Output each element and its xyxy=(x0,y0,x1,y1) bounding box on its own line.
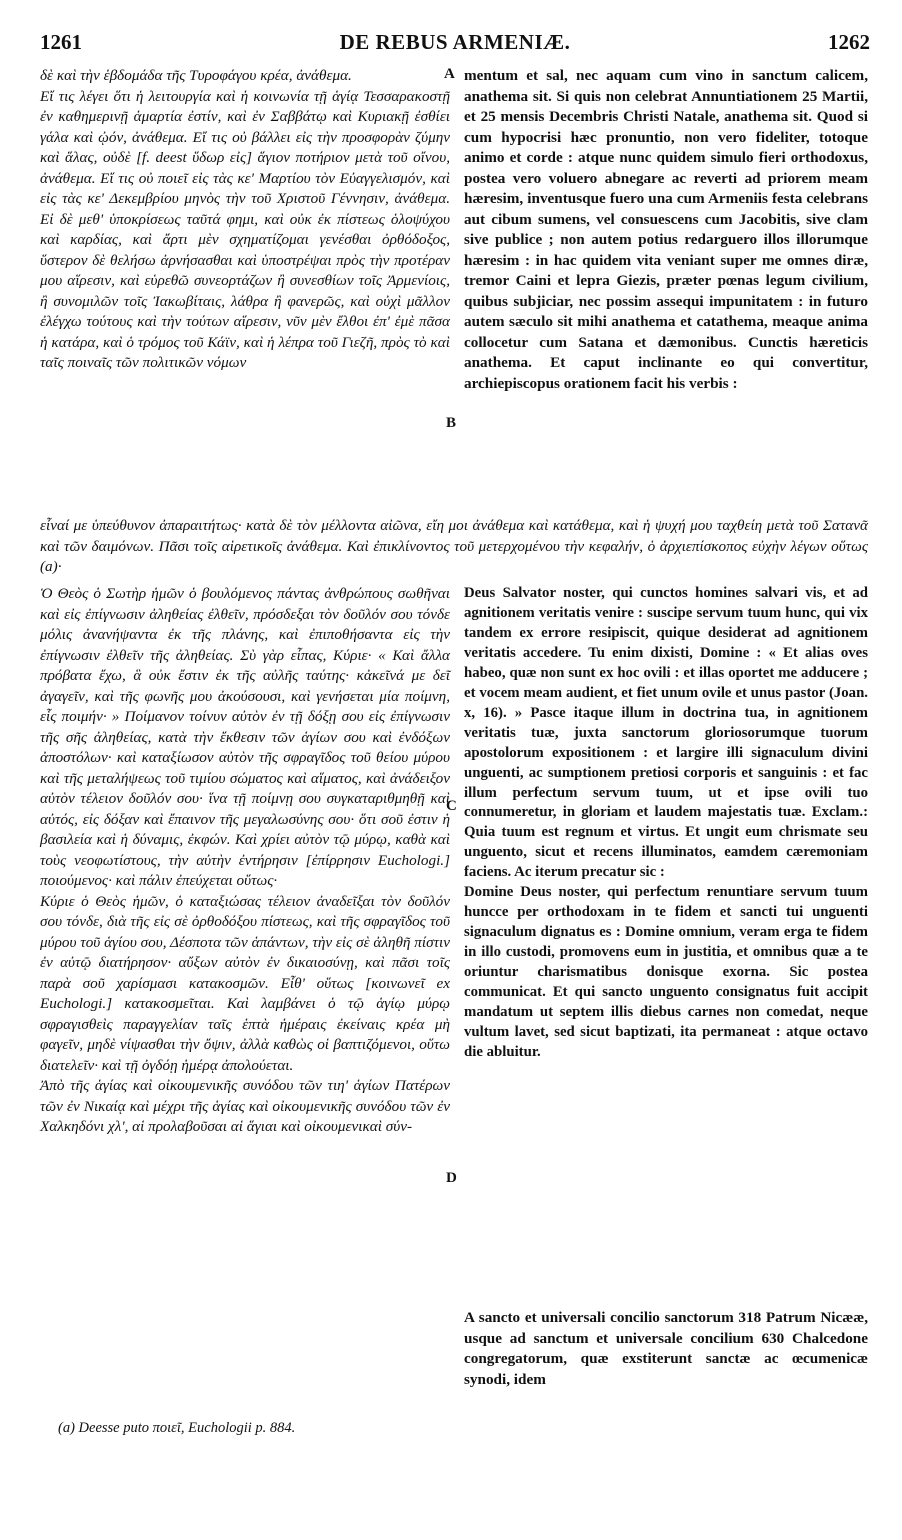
greek-column-upper: δὲ καὶ τὴν ἑβδομάδα τῆς Τυροφάγου κρέα, ἀνάθεμα. Εἴ τις λέγει ὅτι ἡ λειτουργία καὶ ἡ κοινωνία τῇ ἁγίᾳ Τεσσαρακοστῇ ἐν καθημερινῇ ἁμαρτία ἐστίν, καὶ ἐν Σαββάτῳ καὶ Κυριακῇ ἐσθίει γάλα καὶ ᾠόν, ἀνάθεμα. Εἴ τις οὐ βάλλει εἰς τὴν προσφορὰν ζύμην καὶ ἅλας, οὐδὲ [f. deest ὕδωρ εἰς] ἅγιον ποτήριον μετὰ τοῦ οἴνου, ἀνάθεμα. Εἴ τις οὐ ποιεῖ εἰς τὰς κε' Μαρτίου τὸν Εὐαγγελισμόν, καὶ εἰς τὰς κε' Δεκεμβρίου μηνὸς τὴν τοῦ Χριστοῦ Γέννησιν, ἀνάθεμα. Εἰ δὲ μεθ' ὑποκρίσεως ταῦτά φημι, καὶ οὐκ ἐκ πίστεως ὁλοψύχου καὶ καρδίας, καὶ ἄρτι μὲν σχηματίζομαι γενέσθαι ὀρθόδοξος, ὕστερον δὲ θελήσω ἀρνήσασθαι καὶ ὑποστρέψαι πρὸς τὴν προτέραν μου αἵρεσιν, καὶ εὑρεθῶ συνεορτάζων ἢ συνεσθίων τοῖς Ἀρμενίοις, ἢ συνομιλῶν τοῖς Ἰακωβίταις, λάθρα ἢ φανερῶς, καὶ οὐχὶ μᾶλλον ἐλέγχω τούτους καὶ τὴν τούτων αἵρεσιν, νῦν μὲν ἔλθοι ἐπ' ἐμὲ πᾶσα ἡ κατάρα, καὶ ὁ τρόμος τοῦ Κάϊν, καὶ ἡ λέπρα τοῦ Γιεζῆ, πρὸς τὸ καὶ ταῖς ποιναῖς τῶν πολιτικῶν νόμων xyxy=(40,67,450,371)
section-marker-c: C xyxy=(446,798,457,814)
latin-column-final: A sancto et universali concilio sanctorum 318 Patrum Nicææ, usque ad sanctum et universale concilium 630 Chalcedone congregatorum, quæ exstiterunt sanctæ ac œcumenicæ synodi, idem xyxy=(464,1309,868,1388)
section-marker-d: D xyxy=(446,1170,457,1186)
running-title: DE REBUS ARMENIÆ. xyxy=(339,30,571,54)
left-page-number: 1261 xyxy=(40,30,82,54)
latin-column-upper: mentum et sal, nec aquam cum vino in sanctum calicem, anathema sit. Si quis non celebrat Annuntiationem 25 Martii, et 25 mensis Decembris Christi Natale, anathema sit. Quod si cum hypocrisi hæc pronuntio, non vero fideliter, totoque animo et corde : atque nunc quidem simulo fieri orthodoxus, postea vero voluero abnegare ac reverti ad priorem meam hæresim, inventusque fuero una cum Armeniis festa celebrans aut cibum sumens, vel consuescens cum Jacobitis, sive clam sive publice ; non autem potius redarguero illos illorumque hæresim : in hac quidem vita veniant super me omnes diræ, tremor Caini et lepra Giezis, præter pœnas legum civilium, quibus subjiciar, nec possim assequi impunitatem : in futuro autem sæculo sit mihi anathema et catathema, meaque anima collocetur cum Satana et dæmonibus. Cunctis hæreticis anathema. Et caput inclinante eo qui convertitur, archiepiscopus orationem facit his verbis : xyxy=(464,67,868,392)
latin-column-lower: Deus Salvator noster, qui cunctos homines salvari vis, et ad agnitionem veritatis venire : suscipe servum tuum hunc, qui vix tandem ex errore resipiscit, quique desiderat ad agnitionem veritatis accedere. Tu enim dixisti, Domine : « Et alias oves habeo, quæ non sunt ex hoc ovili : et illas oportet me adducere ; et vocem meam audient, et fiet unum ovile et unus pastor (Joan. x, 16). » Pasce itaque illum in doctrina tua, in agnitionem veritatis tuæ, juxta sanctorum gloriosorumque tuorum apostolorum expositionem : et largire illi signaculum divini unguenti, ac sumptionem pretiosi corporis et sanguinis : et fac illum perfectum servum tuum, ut et ipse ovili tuo connumeretur, in gloriam et laudem majestatis tuæ. Exclam.: Quia tuum est regnum et virtus. Et ungit eum chrismate seu unguento, sicut et recens illuminatos, eamdem cæremoniam faciens. Ac iterum precatur sic : Domine Deus noster, qui perfectum renuntiare servum tuum huncce per orthodoxam in te fidem et sancti tui unguenti signaculum dignatus es : Domine omnium, veram erga te fidem in illo custodi, promovens eum in justitia, et omnibus quæ a te oriuntur charismatibus donisque exorna. Sic postea communicat. Et qui sancto unguento consignatus fuit accipit mandatum ut septem illis diebus carnes non comedat, neque vultum lavet, sed sicut baptizati, ita permaneat : atque octavo die abluitur. xyxy=(464,585,868,1060)
section-marker-b: B xyxy=(446,415,457,431)
right-page-number: 1262 xyxy=(828,30,870,54)
footnote: (a) Deesse puto ποιεῖ, Euchologii p. 884. xyxy=(58,1420,296,1436)
section-marker-a: A xyxy=(444,66,455,82)
greek-column-lower: Ὁ Θεὸς ὁ Σωτὴρ ἡμῶν ὁ βουλόμενος πάντας ἀνθρώπους σωθῆναι καὶ εἰς ἐπίγνωσιν ἀληθείας ἐλθεῖν, πρόσδεξαι τὸν δοῦλόν σου τόνδε μόλις ἀνανήψαντα ἐκ τῆς πλάνης, καὶ ἐπιποθήσαντα εἰς τὴν ἐπίγνωσιν ἐλθεῖν τῆς ἀληθείας. Σὺ γὰρ εἶπας, Κύριε· « Καὶ ἄλλα πρόβατα ἔχω, ἃ οὐκ ἔστιν ἐκ τῆς αὐλῆς ταύτης· κἀκεῖνά με δεῖ ἀγαγεῖν, καὶ τῆς φωνῆς μου ἀκούσουσι, καὶ γενήσεται μία ποίμνη, εἷς ποιμήν· » Ποίμανον τοίνυν αὐτὸν ἐν τῇ δόξῃ σου εἰς ἐπίγνωσιν τῆς σῆς ἀληθείας, κατὰ τὴν ἔκθεσιν τῶν ἁγίων σου καὶ ἐνδόξων ἀποστόλων· καὶ καταξίωσον αὐτὸν τῆς σφραγῖδος τοῦ θείου μύρου καὶ τῆς μεταλήψεως τοῦ τιμίου σώματος καὶ αἵματος, καὶ ἀνάδειξον αὐτὸν τέλειον δοῦλόν σου· ἵνα τῇ ποίμνῃ σου συγκαταριθμηθῇ καὶ αὐτός, εἰς δόξαν καὶ ἔπαινον τῆς μεγαλωσύνης σου· ὅτι σοῦ ἐστιν ἡ βασιλεία καὶ ἡ δύναμις, ἐκφών. Καὶ χρίει αὐτὸν τῷ μύρῳ, καθὰ καὶ τοὺς νεοφωτίστους, τὴν αὐτὴν ἐντήρησιν [ἐπίρρησιν Euchologi.] ποιούμενος· καὶ πάλιν ἐπεύχεται οὕτως· Κύριε ὁ Θεὸς ἡμῶν, ὁ καταξιώσας τέλειον ἀναδεῖξαι τὸν δοῦλόν σου τόνδε, διὰ τῆς εἰς σὲ ὀρθοδόξου πίστεως, καὶ τῆς σφραγῖδος τοῦ μύρου τοῦ ἁγίου σου, Δέσποτα τῶν ἁπάντων, τὴν εἰς σὲ ἀληθῆ πίστιν ἐν αὐτῷ διατήρησον· αὔξων αὐτὸν ἐν δικαιοσύνῃ, καὶ πᾶσι τοῖς παρὰ σοῦ χαρίσμασι κατακοσμῶν. Εἶθ' οὕτως [κοινωνεῖ ex Euchologi.] κατακοσμεῖται. Καὶ λαμβάνει ὁ τῷ ἁγίῳ μύρῳ σφραγισθεὶς παραγγελίαν ταῖς ἑπτὰ ἡμέραις ἐκείναις κρέα μὴ φαγεῖν, μηδὲ νίψασθαι τὴν ὄψιν, ἀλλὰ καθὼς οἱ βαπτιζόμενοι, οὕτω διατελεῖν· καὶ τῇ ὀγδόῃ ἡμέρᾳ ἀπολούεται. Ἀπὸ τῆς ἁγίας καὶ οἰκουμενικῆς συνόδου τῶν τιη' ἁγίων Πατέρων τῶν ἐν Νικαίᾳ καὶ μέχρι τῆς ἁγίας καὶ οἰκουμενικῆς συνόδου τῶν ἐν Χαλκηδόνι χλ', αἱ προλαβοῦσαι αἱ ἅγιαι καὶ οἰκουμενικαὶ σύν- xyxy=(40,585,450,1135)
page-header xyxy=(40,30,870,60)
greek-full-width-passage: εἶναί με ὑπεύθυνον ἀπαραιτήτως· κατὰ δὲ τὸν μέλλοντα αἰῶνα, εἴη μοι ἀνάθεμα καὶ κατάθεμα, καὶ ἡ ψυχή μου ταχθείη μετὰ τοῦ Σατανᾶ καὶ τῶν δαιμόνων. Πᾶσι τοῖς αἱρετικοῖς ἀνάθεμα. Καὶ ἐπικλίνοντος τοῦ μετερχομένου τὴν κεφαλήν, ὁ ἀρχιεπίσκοπος εὐχὴν λέγων οὕτως (a)· xyxy=(40,517,868,575)
